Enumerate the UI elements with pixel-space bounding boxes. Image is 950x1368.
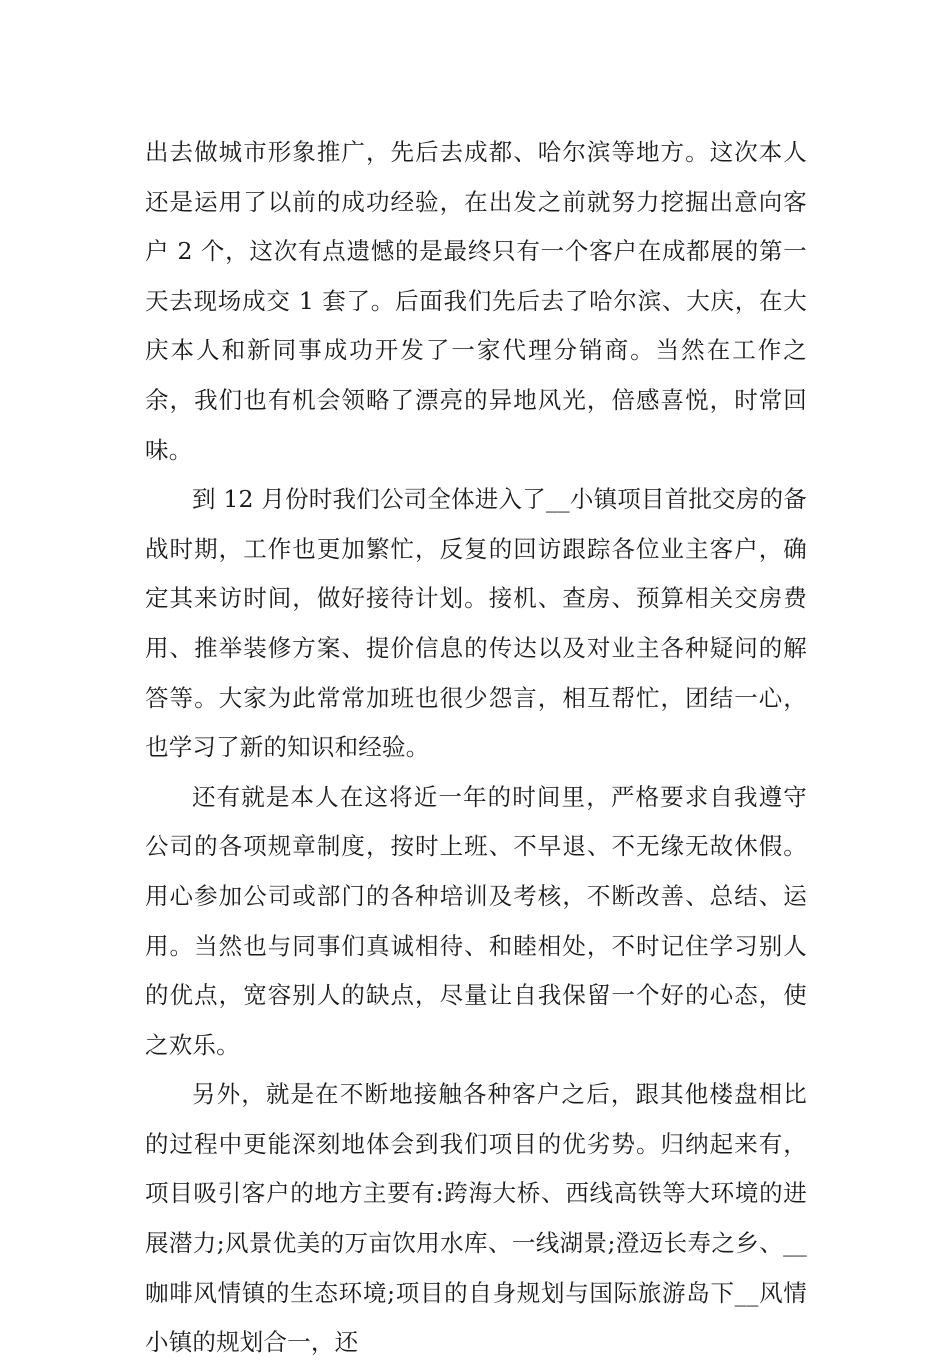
paragraph-3: 还有就是本人在这将近一年的时间里，严格要求自我遵守公司的各项规章制度，按时上班、不早退、不无缘无故休假。用心参加公司或部门的各种培训及考核，不断改善、总结、运用。当然也与同事们真诚相待、和睦相处，不时记住学习别人的优点，宽容别人的缺点，尽量让自我保留一个好的心态，使之欢乐。 (145, 782, 807, 1059)
document-body (145, 128, 807, 1368)
paragraph-1: 出去做城市形象推广，先后去成都、哈尔滨等地方。这次本人还是运用了以前的成功经验，在出发之前就努力挖掘出意向客户 2 个，这次有点遗憾的是最终只有一个客户在成都展的第一天去现场成交 1 套了。后面我们先后去了哈尔滨、大庆，在大庆本人和新同事成功开发了一家代理分销商。当然在工作之余，我们也有机会领略了漂亮的异地风光，倍感喜悦，时常回味。 (145, 138, 807, 464)
paragraph-4: 另外，就是在不断地接触各种客户之后，跟其他楼盘相比的过程中更能深刻地体会到我们项目的优劣势。归纳起来有，项目吸引客户的地方主要有:跨海大桥、西线高铁等大环境的进展潜力;风景优美的万亩饮用水库、一线湖景;澄迈长寿之乡、__咖啡风情镇的生态环境;项目的自身规划与国际旅游岛下__风情小镇的规划合一，还 (145, 1080, 807, 1357)
paragraph-2: 到 12 月份时我们公司全体进入了__小镇项目首批交房的备战时期，工作也更加繁忙，反复的回访跟踪各位业主客户，确定其来访时间，做好接待计划。接机、查房、预算相关交房费用、推举装修方案、提价信息的传达以及对业主各种疑问的解答等。大家为此常常加班也很少怨言，相互帮忙，团结一心，也学习了新的知识和经验。 (145, 485, 807, 762)
